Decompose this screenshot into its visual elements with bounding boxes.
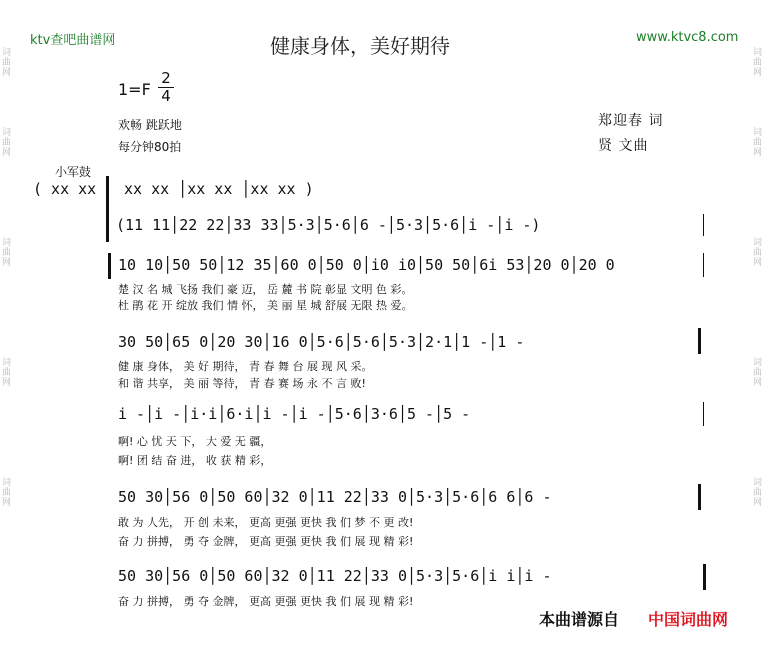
score-line-2: 30 50│65 0│20 30│16 0│5·6│5·6│5·3│2·1│1 -│1 -: [118, 333, 525, 351]
lyric-line-1-verse-2: 杜 鹃 花 开 绽放 我们 情 怀， 美 丽 星 城 舒展 无限 热 爱。: [118, 299, 413, 312]
lyric-line-4-verse-1: 敢 为 人先， 开 创 未来， 更高 更强 更快 我 们 梦 不 更 改!: [118, 516, 414, 529]
expression-mark: 欢畅 跳跃地: [118, 118, 182, 132]
key-signature: 1=F: [118, 80, 151, 99]
composer-credit: 贤 文曲: [598, 138, 649, 154]
repeat-end-bar: [698, 484, 701, 510]
page-title: 健康身体，美好期待: [270, 34, 450, 58]
end-barline: [703, 214, 704, 236]
time-top: 2: [161, 69, 171, 87]
barline: [703, 402, 704, 426]
score-line-1: 10 10│50 50│12 35│60 0│50 0│i0 i0│50 50│6i 53│20 0│20 0: [118, 256, 615, 274]
final-barline: [703, 564, 706, 590]
score-line-3: i -│i -│i·i│6·i│i -│i -│5·6│3·6│5 -│5 -: [118, 405, 471, 423]
lyric-line-3-verse-1: 啊! 心 忧 天 下， 大 爱 无 疆，: [118, 435, 272, 448]
time-signature: [158, 70, 174, 105]
lyric-line-1-verse-1: 楚 汉 名 城 飞扬 我们 豪 迈， 岳 麓 书 院 彰显 文明 色 彩。: [118, 283, 413, 296]
lyricist-credit: 郑迎春 词: [598, 113, 664, 129]
site-url-right: www.ktvc8.com: [636, 30, 739, 45]
repeat-end-bar: [698, 328, 701, 354]
drum-part-start: ( xx xx: [33, 180, 97, 198]
intro-melody: (11 11│22 22│33 33│5·3│5·6│6 -│5·3│5·6│i -│i -): [116, 216, 541, 234]
score-line-4: 50 30│56 0│50 60│32 0│11 22│33 0│5·3│5·6│6 6│6 -: [118, 488, 552, 506]
lyric-line-2-verse-2: 和 谐 共享， 美 丽 等待， 青 春 赛 场 永 不 言 败!: [118, 377, 366, 390]
lyric-line-4-verse-2: 奋 力 拼搏， 勇 夺 金牌， 更高 更强 更快 我 们 展 现 精 彩!: [118, 535, 414, 548]
repeat-start-bar: [108, 253, 111, 279]
lyric-line-3-verse-2: 啊! 团 结 奋 进， 收 获 精 彩，: [118, 454, 272, 467]
lyric-line-2-verse-1: 健 康 身体， 美 好 期待， 青 春 舞 台 展 现 风 采。: [118, 360, 373, 373]
score-line-5: 50 30│56 0│50 60│32 0│11 22│33 0│5·3│5·6│i i│i -: [118, 567, 552, 585]
source-site-link[interactable]: 中国词曲网: [648, 610, 729, 629]
barline: [703, 253, 704, 277]
snare-drum-label: 小军鼓: [55, 165, 92, 179]
source-label: 本曲谱源自: [539, 610, 620, 629]
drum-part: xx xx │xx xx │xx xx ): [124, 180, 314, 198]
lyric-line-5-verse-1: 奋 力 拼搏， 勇 夺 金牌， 更高 更强 更快 我 们 展 现 精 彩!: [118, 595, 414, 608]
system-brace: [106, 176, 109, 242]
time-bottom: 4: [161, 87, 171, 105]
site-name-left: ktv查吧曲谱网: [30, 33, 116, 48]
tempo-mark: 每分钟80拍: [118, 140, 182, 154]
